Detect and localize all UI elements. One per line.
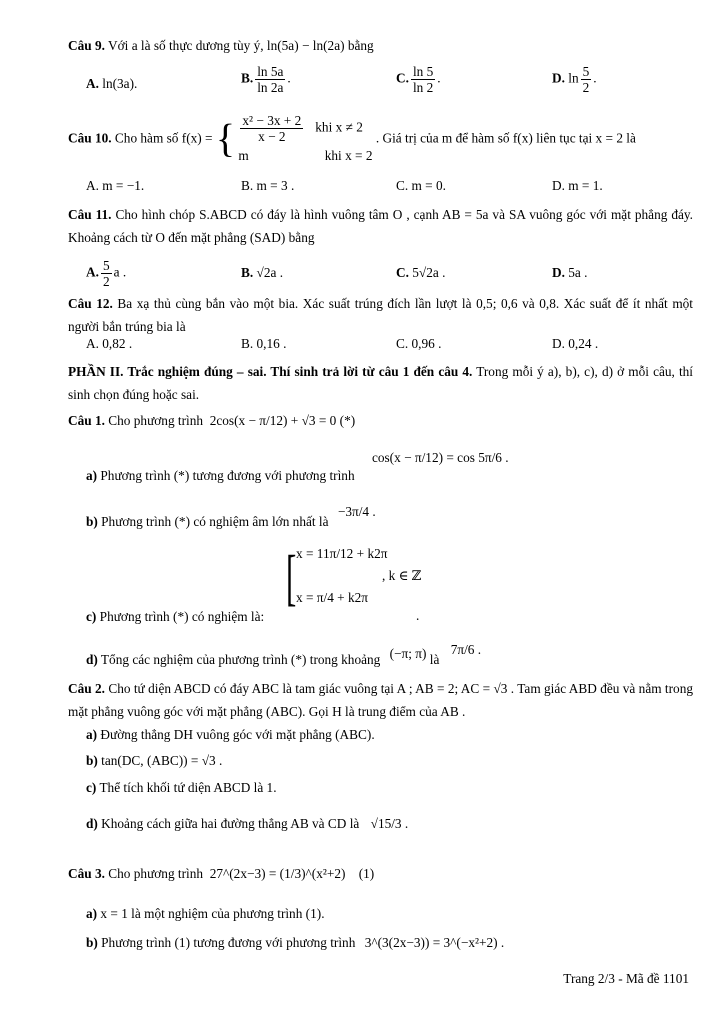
q12-option-b: B. 0,16 . xyxy=(241,336,287,351)
q12-option-d: D. 0,24 . xyxy=(552,336,599,351)
part-2-heading: PHẦN II. Trắc nghiệm đúng – sai. Thí sinh trả lời từ câu 1 đến câu 4. Trong mỗi ý a), b), c), d) ở mỗi câu, thí sinh chọn đúng hoặc sai. xyxy=(68,364,693,402)
q10-option-b: B. m = 3 . xyxy=(241,178,295,193)
q11-option-a: A. $\frac{5}{2}$ a . xyxy=(86,258,127,289)
q9-text: Với a là số thực dương tùy ý, ln(5a) − ln(2a) bằng xyxy=(108,38,374,53)
q9-option-b: B. $\frac{\ln 5a}{\ln 2a}$ . xyxy=(241,64,291,95)
question-9 xyxy=(68,38,374,54)
p1-item-b: b) Phương trình (*) có nghiệm âm lớn nhất là −3π/4 . xyxy=(86,504,376,529)
p2-question-1: Câu 1. Cho phương trình 2cos(x − π/12) + √3 = 0 (*) xyxy=(68,413,356,428)
question-11: Câu 11. Cho hình chóp S.ABCD có đáy là hình vuông tâm O , cạnh AB = 5a và SA vuông góc với mặt phẳng đáy. Khoảng cách từ O đến mặt phẳng (SAD) bằng xyxy=(68,207,693,245)
q11-option-c: C. 5√2a . xyxy=(396,265,446,280)
p2-item-d: d) Khoảng cách giữa hai đường thẳng AB và CD là √15/3 . xyxy=(86,816,409,831)
p3-equation: 27^(2x−3) = (1/3)^(x²+2) xyxy=(209,866,346,881)
piecewise-brace: { xyxy=(215,115,236,161)
q9-option-a: A. ln(3a). xyxy=(86,76,138,91)
p2-item-c: c) Thể tích khối tứ diện ABCD là 1. xyxy=(86,780,277,795)
p1-item-c: c) Phương trình (*) có nghiệm là: xyxy=(86,609,265,624)
p1-item-d: d) Tổng các nghiệm của phương trình (*) trong khoảng (−π; π) là 7π/6 . xyxy=(86,642,482,667)
q9-option-c: C. $\frac{\ln 5}{\ln 2}$ . xyxy=(396,64,441,95)
p3-item-b: b) Phương trình (1) tương đương với phương trình 3^(3(2x−3)) = 3^(−x²+2) . xyxy=(86,935,505,950)
p1-item-a: a) Phương trình (*) tương đương với phương trình cos(x − π/12) = cos 5π/6 . xyxy=(86,450,509,483)
q10-option-d: D. m = 1. xyxy=(552,178,603,193)
question-10: Câu 10. Cho hàm số f(x) = { $\frac{\text{x² − 3x + 2}}{x - 2}$ khi x ≠ 2 m khi x = 2 . Giá trị của m để hàm số f(x) liên tục tại x = 2 là xyxy=(68,113,636,163)
p2-question-3: Câu 3. Cho phương trình 27^(2x−3) = (1/3)^(x²+2) (1) xyxy=(68,866,375,881)
p2-item-a: a) Đường thẳng DH vuông góc với mặt phẳng (ABC). xyxy=(86,727,375,742)
q12-option-a: A. 0,82 . xyxy=(86,336,133,351)
p2-item-b: b) tan(DC, (ABC)) = √3 . xyxy=(86,753,223,768)
q10-option-a: A. m = −1. xyxy=(86,178,145,193)
q11-option-d: D. 5a . xyxy=(552,265,588,280)
q9-label: Câu 9. xyxy=(68,38,105,53)
q9-option-d: D. ln $\frac{5}{2}$ . xyxy=(552,64,597,95)
q10-option-c: C. m = 0. xyxy=(396,178,446,193)
q12-option-c: C. 0,96 . xyxy=(396,336,442,351)
p3-item-a: a) x = 1 là một nghiệm của phương trình (1). xyxy=(86,906,325,921)
p2-question-2: Câu 2. Cho tứ diện ABCD có đáy ABC là tam giác vuông tại A ; AB = 2; AC = √3 . Tam giác ABD đều và nằm trong mặt phẳng vuông góc với mặt phẳng (ABC). Gọi H là trung điểm của AB . xyxy=(68,681,693,719)
p1-equation: 2cos(x − π/12) + √3 = 0 (*) xyxy=(209,413,356,428)
q11-option-b: B. √2a . xyxy=(241,265,284,280)
question-12: Câu 12. Ba xạ thủ cùng bắn vào một bia. Xác suất trúng đích lần lượt là 0,5; 0,6 và 0,8. Xác suất để ít nhất một người bắn trúng bia là xyxy=(68,296,693,334)
page-footer: Trang 2/3 - Mã đề 1101 xyxy=(563,971,689,986)
